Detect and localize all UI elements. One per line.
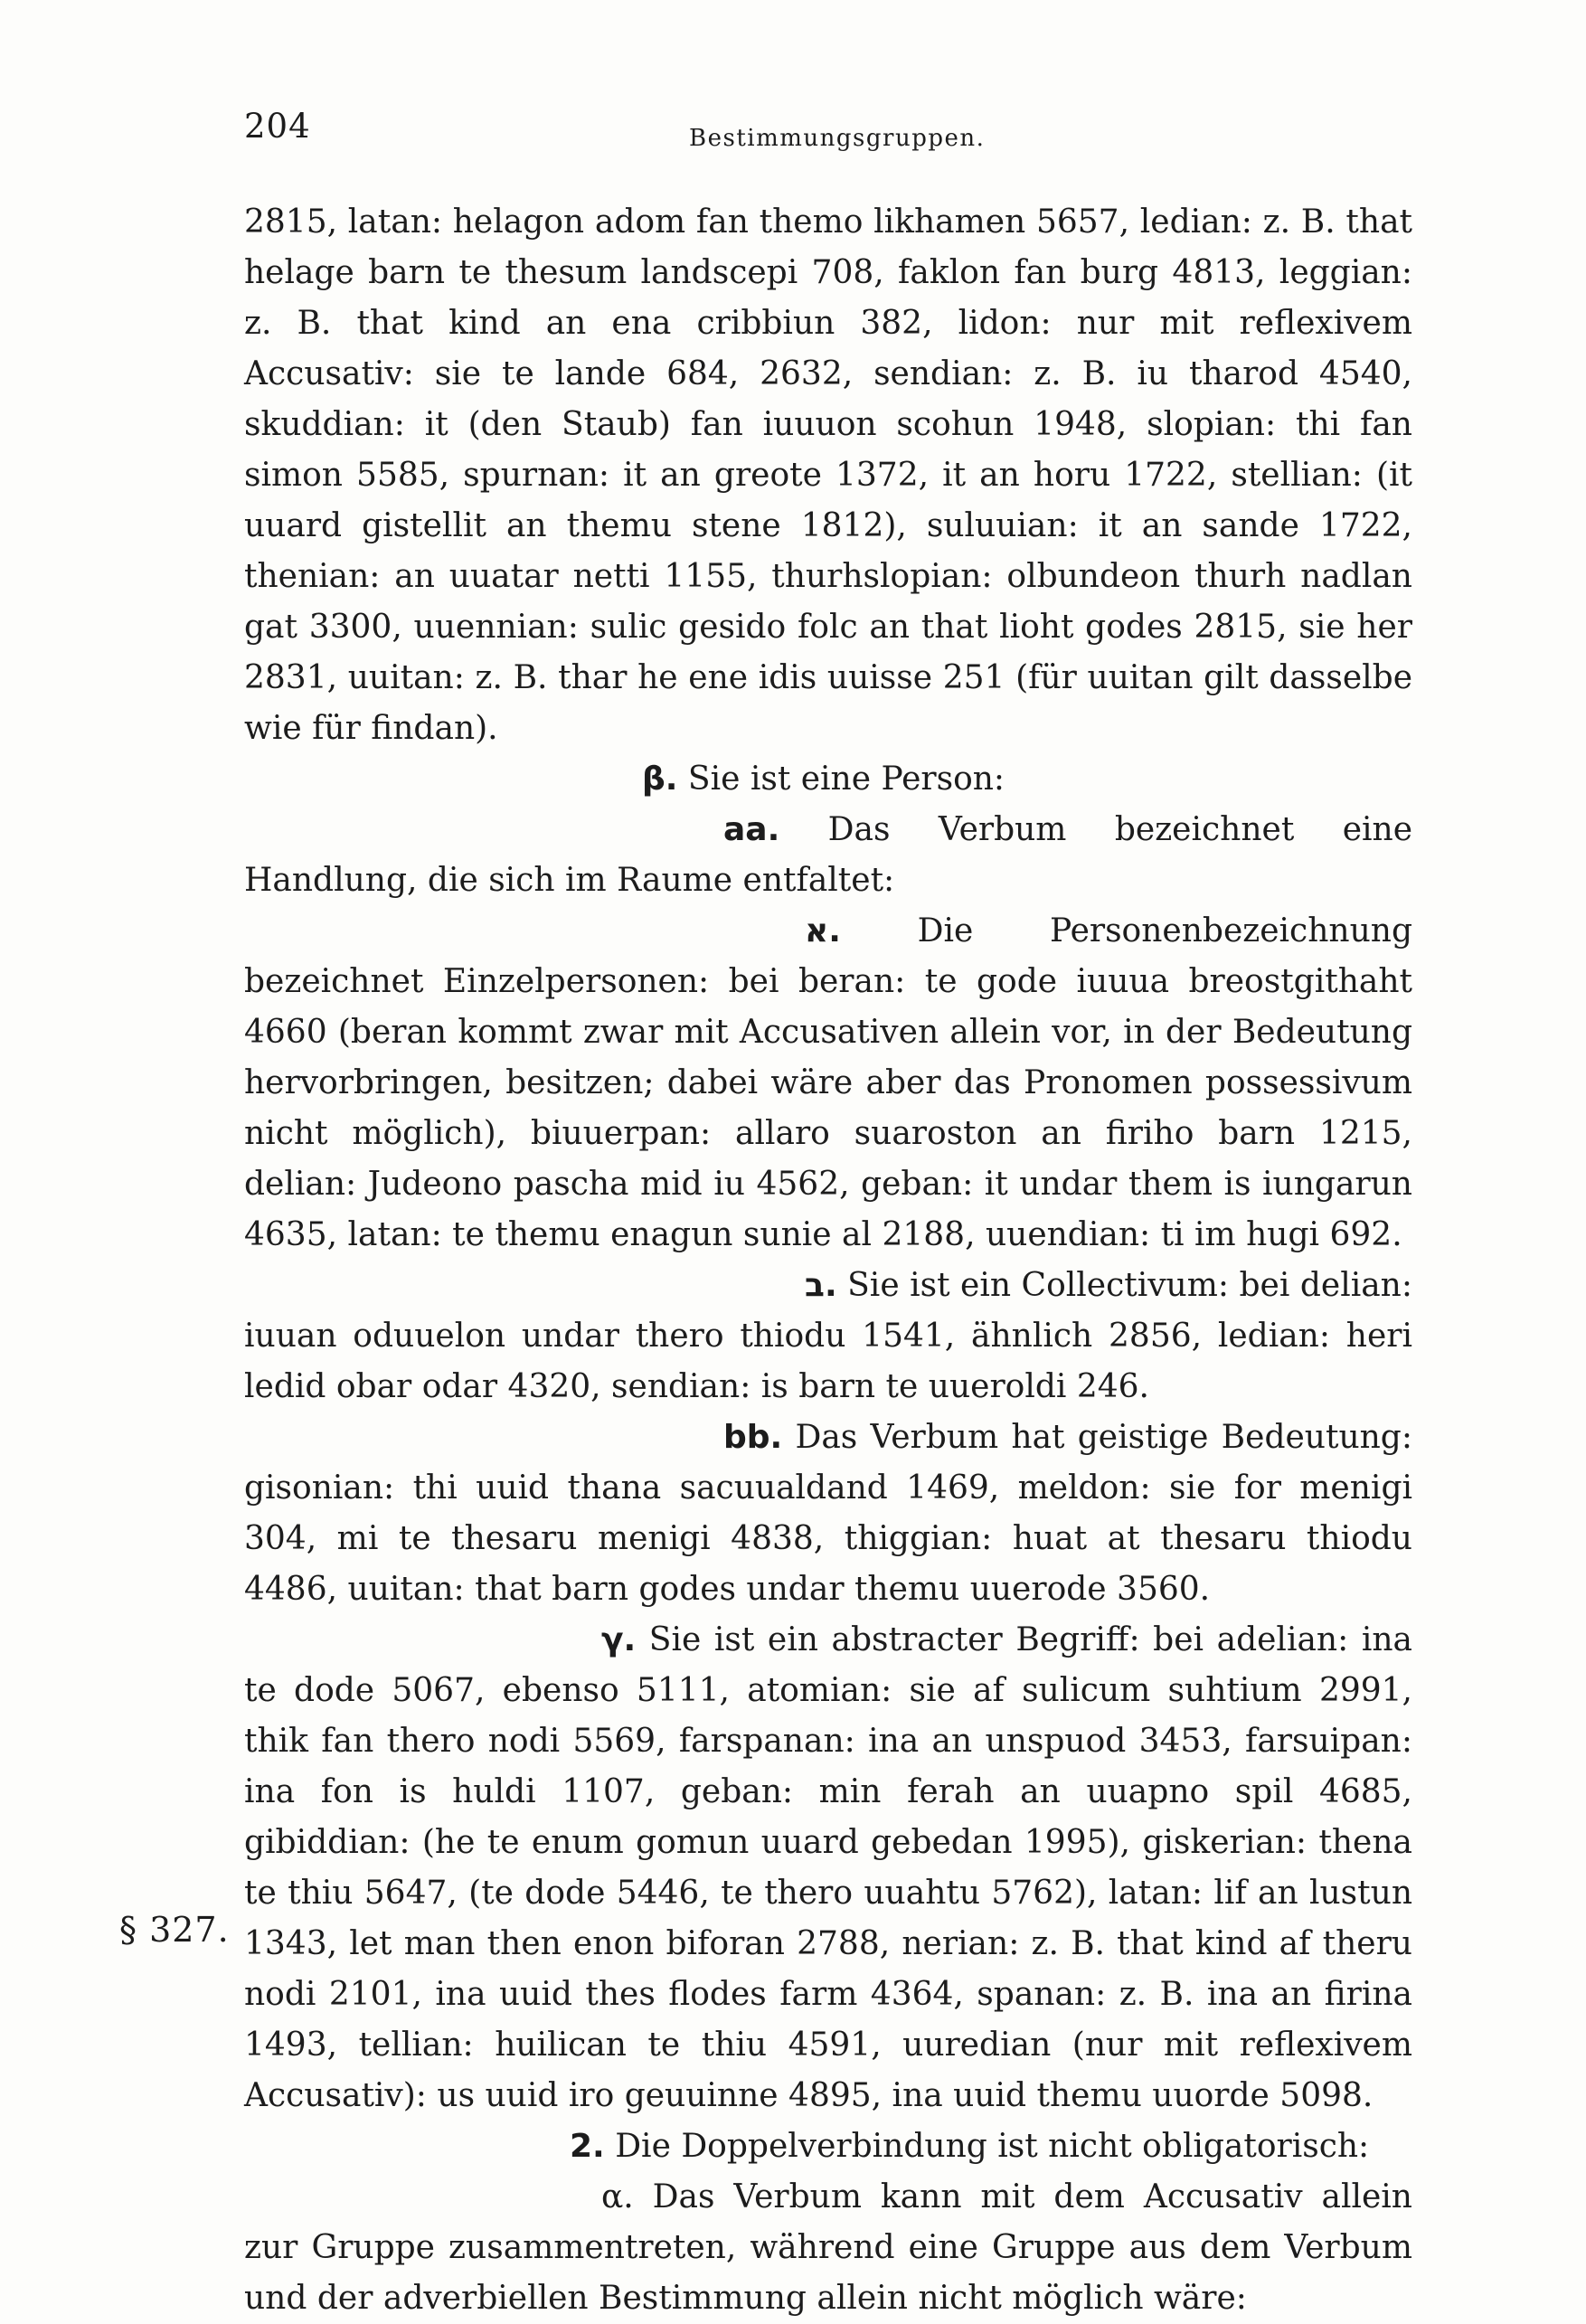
paragraph-alpha: [244, 2172, 1412, 2324]
gamma-text: Sie ist ein abstracter Begriff: bei adelian: ina te dode 5067, ebenso 5111, atomian: sie af sulicum suhtium 2991, thik fan thero nodi 5569, farspanan: ina an unspuod 3453, farsuipan: ina fon is huldi 1107, geban: min ferah an uuapno spil 4685, gibiddian: (he te enum gomun uuard gebedan 1995), giskerian: thena te thiu 5647, (te dode 5446, te thero uuahtu 5762), latan: lif an lustun 1343, let man then enon biforan 2788, nerian: z. B. that kind af theru nodi 2101, ina uuid thes flodes farm 4364, spanan: z. B. ina an firina 1493, tellian: huilican te thiu 4591, uuredian (nur mit reflexivem Accusativ): us uuid iro geuuinne 4895, ina uuid themu uuorde 5098.: [244, 1621, 1412, 2114]
paragraph-beth: [244, 1261, 1412, 1412]
aa-marker: aa.: [723, 811, 780, 848]
bb-text: Das Verbum hat geistige Bedeutung: gisonian: thi uuid thana sacuualdand 1469, meldon: sie for menigi 304, mi te thesaru menigi 4838, thiggian: huat at thesaru thiodu 4486, uuitan: that barn godes undar themu uuerode 3560.: [244, 1419, 1412, 1608]
beth-text: Sie ist ein Collectivum: bei delian: iuuan oduuelon undar thero thiodu 1541, ähnlich 2856, ledian: heri ledid obar odar 4320, sendian: is barn te uueroldi 246.: [244, 1267, 1412, 1405]
paragraph-aleph: [244, 906, 1412, 1261]
beth-marker: ב.: [805, 1267, 837, 1304]
bb-marker: bb.: [723, 1419, 783, 1456]
alpha-marker: α.: [601, 2178, 634, 2215]
paragraph-two: [244, 2121, 1412, 2172]
page-number: 204: [244, 107, 311, 146]
gamma-marker: γ.: [601, 1621, 637, 1658]
aa-text: Das Verbum bezeichnet eine Handlung, die sich im Raume entfaltet:: [244, 811, 1412, 899]
alpha-text: Das Verbum kann mit dem Accusativ allein zur Gruppe zusammentreten, während eine Gruppe aus dem Verbum und der adverbiellen Bestimmung allein nicht möglich wäre:: [244, 2178, 1412, 2317]
beta-text: Sie ist eine Person:: [687, 760, 1005, 798]
section-number: § 327.: [119, 1910, 230, 1950]
aleph-text: Die Personenbezeichnung bezeichnet Einzelpersonen: bei beran: te gode iuuua breostgithaht 4660 (beran kommt zwar mit Accusativen allein vor, in der Bedeutung hervorbringen, besitzen; dabei wäre aber das Pronomen possessivum nicht möglich), biuuerpan: allaro suaroston an firiho barn 1215, delian: Judeono pascha mid iu 4562, geban: it undar them is iungarun 4635, latan: te themu enagun sunie al 2188, uuendian: ti im hugi 692.: [244, 912, 1412, 1253]
paragraph-bb: [244, 1412, 1412, 1615]
paragraph-aa: [244, 805, 1412, 906]
aleph-marker: א.: [805, 912, 841, 949]
paragraph-beta: [244, 754, 1412, 805]
beta-marker: β.: [642, 760, 678, 798]
running-title: Bestimmungsgruppen.: [689, 125, 986, 152]
two-marker: 2.: [570, 2128, 605, 2165]
page-body: [244, 197, 1412, 2324]
paragraph-intro: 2815, latan: helagon adom fan themo likhamen 5657, ledian: z. B. that helage barn te thesum landscepi 708, faklon fan burg 4813, leggian: z. B. that kind an ena cribbiun 382, lidon: nur mit reflexivem Accusativ: sie te lande 684, 2632, sendian: z. B. iu tharod 4540, skuddian: it (den Staub) fan iuuuon scohun 1948, slopian: thi fan simon 5585, spurnan: it an greote 1372, it an horu 1722, stellian: (it uuard gistellit an themu stene 1812), suluuian: it an sande 1722, thenian: an uuatar netti 1155, thurhslopian: olbundeon thurh nadlan gat 3300, uuennian: sulic gesido folc an that lioht godes 2815, sie her 2831, uuitan: z. B. thar he ene idis uuisse 251 (für uuitan gilt dasselbe wie für findan).: [244, 203, 1412, 747]
paragraph-gamma: [244, 1615, 1412, 2121]
two-text: Die Doppelverbindung ist nicht obligatorisch:: [615, 2128, 1370, 2165]
